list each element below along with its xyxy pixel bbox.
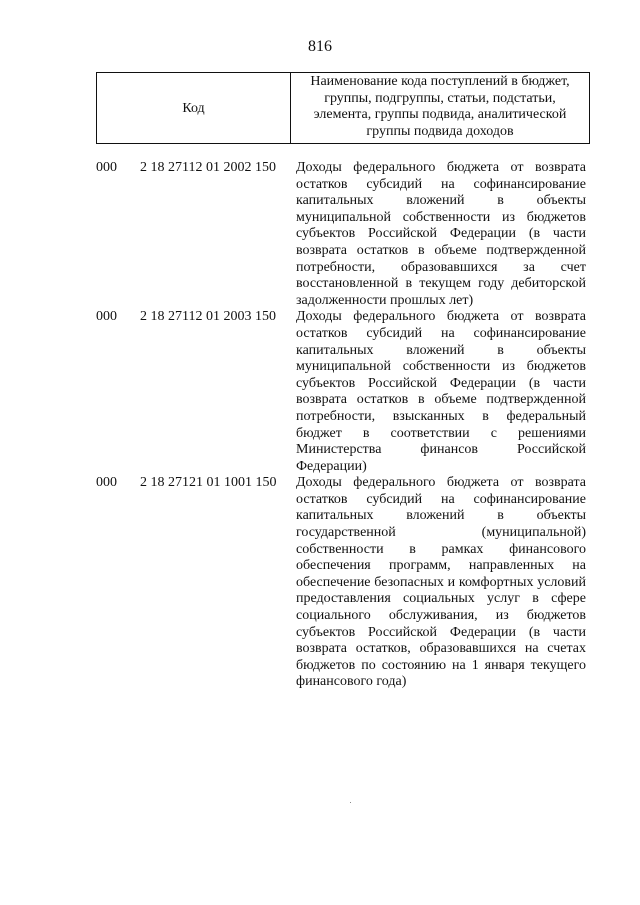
income-code: 2 18 27112 01 2002 150 bbox=[140, 160, 276, 175]
admin-code: 000 bbox=[96, 160, 117, 175]
table-header bbox=[96, 72, 590, 144]
scan-speck bbox=[350, 802, 351, 803]
income-code-description: Доходы федерального бюджета от возврата остатков субсидий на софинансирование капитальных вложений в объекты муниципальной собственности из бюджетов субъектов Российской Федерации (в части возврата остатков в объеме подтвержденной потребности, образовавшихся за счет восстановленной в текущем году дебиторской задолженности прошлых лет) bbox=[296, 160, 586, 308]
page-number: 816 bbox=[308, 38, 332, 55]
header-name-cell: Наименование кода поступлений в бюджет, группы, подгруппы, статьи, подстатьи, элемента, группы подвида, аналитической группы подвида доходов bbox=[310, 74, 570, 139]
income-code-description: Доходы федерального бюджета от возврата остатков субсидий на софинансирование капитальных вложений в объекты муниципальной собственности из бюджетов субъектов Российской Федерации (в части возврата остатков в объеме подтвержденной потребности, взысканных в федеральный бюджет в соответствии с решениями Министерства финансов Российской Федерации) bbox=[296, 309, 586, 474]
income-code-list bbox=[96, 160, 590, 691]
header-code-cell: Код bbox=[97, 73, 291, 143]
income-code: 2 18 27121 01 1001 150 bbox=[140, 475, 277, 491]
table-row bbox=[96, 309, 590, 475]
income-code-description: Доходы федерального бюджета от возврата остатков субсидий на софинансирование капитальных вложений в объекты государственной (муниципальной) собственности в рамках финансового обеспечения программ, направленных на обеспечение безопасных и комфортных условий предоставления социальных услуг в сфере социального обслуживания, из бюджетов субъектов Российской Федерации (в части возврата остатков, образовавшихся на счетах бюджетов по состоянию на 1 января текущего финансового года) bbox=[296, 475, 586, 690]
table-row bbox=[96, 475, 590, 691]
admin-code: 000 bbox=[96, 309, 117, 325]
table-row bbox=[96, 160, 590, 309]
admin-code: 000 bbox=[96, 475, 117, 491]
income-code: 2 18 27112 01 2003 150 bbox=[140, 309, 276, 325]
